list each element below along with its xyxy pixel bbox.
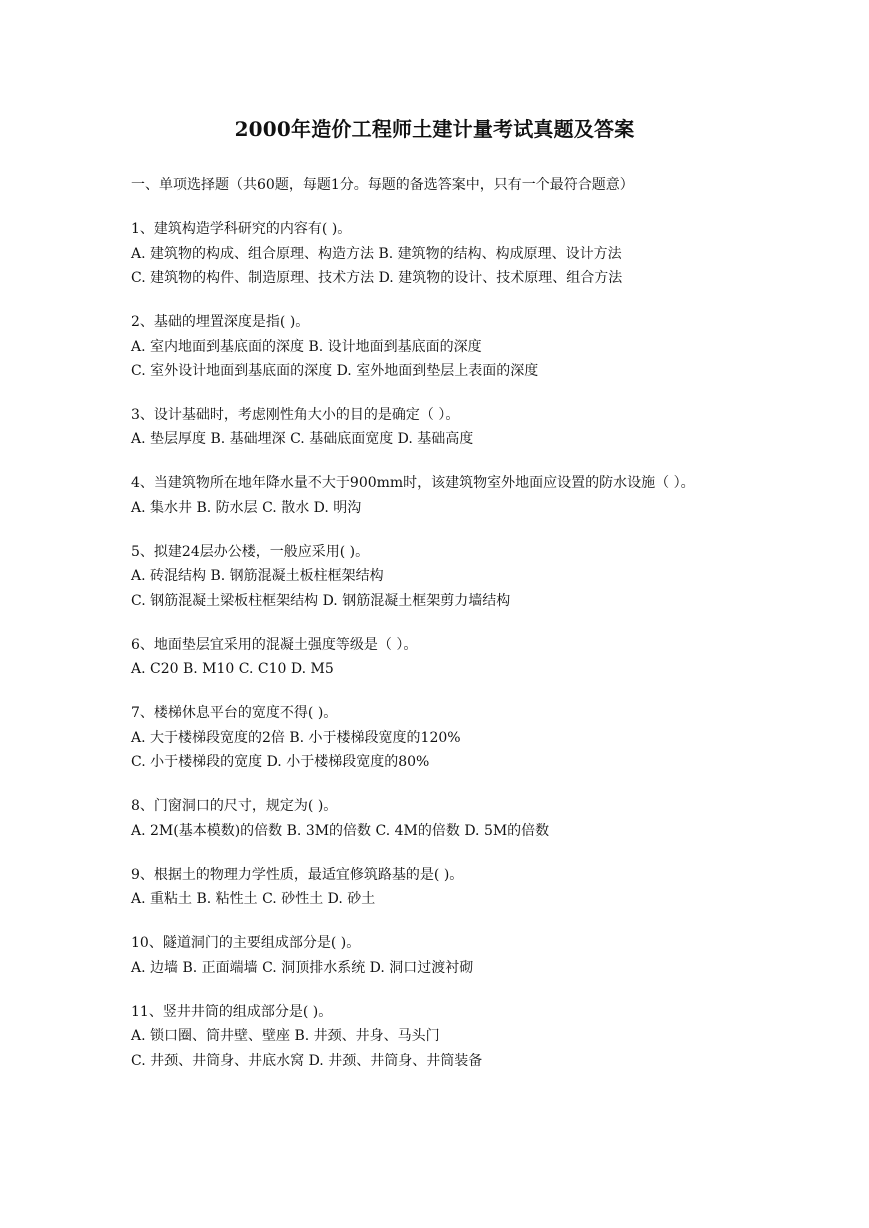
question-3-options-line-1: A. 垫层厚度 B. 基础埋深 C. 基础底面宽度 D. 基础高度 — [131, 431, 474, 447]
document-title: 2000年造价工程师土建计量考试真题及答案 — [234, 117, 635, 141]
question-5-stem: 5、拟建24层办公楼，一般应采用( )。 — [131, 544, 370, 560]
question-9-options-line-1: A. 重粘土 B. 粘性土 C. 砂性土 D. 砂土 — [131, 891, 376, 907]
question-7-options-line-2: C. 小于楼梯段的宽度 D. 小于楼梯段宽度的80% — [131, 754, 430, 770]
question-6-options-line-1: A. C20 B. M10 C. C10 D. M5 — [131, 661, 334, 677]
question-4-options-line-1: A. 集水井 B. 防水层 C. 散水 D. 明沟 — [131, 500, 362, 516]
question-8-stem: 8、门窗洞口的尺寸，规定为( )。 — [131, 798, 338, 814]
question-11-options-line-1: A. 锁口圈、筒井壁、壁座 B. 井颈、井身、马头门 — [131, 1028, 440, 1044]
question-1-stem: 1、建筑构造学科研究的内容有( )。 — [131, 221, 352, 237]
question-5-options-line-2: C. 钢筋混凝土梁板柱框架结构 D. 钢筋混凝土框架剪力墙结构 — [131, 593, 511, 609]
question-4-stem: 4、当建筑物所在地年降水量不大于900mm时，该建筑物室外地面应设置的防水设施（ ）。 — [131, 475, 695, 491]
question-5-options-line-1: A. 砖混结构 B. 钢筋混凝土板柱框架结构 — [131, 568, 384, 584]
question-2-options-line-2: C. 室外设计地面到基底面的深度 D. 室外地面到垫层上表面的深度 — [131, 363, 539, 379]
question-1-options-line-2: C. 建筑物的构件、制造原理、技术方法 D. 建筑物的设计、技术原理、组合方法 — [131, 270, 623, 286]
question-7-options-line-1: A. 大于楼梯段宽度的2倍 B. 小于楼梯段宽度的120% — [131, 730, 461, 746]
question-6-stem: 6、地面垫层宜采用的混凝土强度等级是（ ）。 — [131, 637, 418, 653]
question-10-options-line-1: A. 边墙 B. 正面端墙 C. 洞顶排水系统 D. 洞口过渡衬砌 — [131, 960, 474, 976]
question-7-stem: 7、楼梯休息平台的宽度不得( )。 — [131, 705, 338, 721]
question-10-stem: 10、隧道洞门的主要组成部分是( )。 — [131, 935, 361, 951]
question-1-options-line-1: A. 建筑物的构成、组合原理、构造方法 B. 建筑物的结构、构成原理、设计方法 — [131, 246, 622, 262]
section-heading: 一、单项选择题（共60题，每题1分。每题的备选答案中，只有一个最符合题意） — [131, 177, 634, 193]
question-3-stem: 3、设计基础时，考虑刚性角大小的目的是确定（ ）。 — [131, 407, 460, 423]
question-9-stem: 9、根据土的物理力学性质，最适宜修筑路基的是( )。 — [131, 867, 464, 883]
question-2-stem: 2、基础的埋置深度是指( )。 — [131, 314, 310, 330]
question-2-options-line-1: A. 室内地面到基底面的深度 B. 设计地面到基底面的深度 — [131, 339, 482, 355]
question-8-options-line-1: A. 2M(基本模数)的倍数 B. 3M的倍数 C. 4M的倍数 D. 5M的倍数 — [131, 823, 550, 839]
question-11-options-line-2: C. 井颈、井筒身、井底水窝 D. 井颈、井筒身、井筒装备 — [131, 1053, 483, 1069]
question-11-stem: 11、竖井井筒的组成部分是( )。 — [131, 1004, 333, 1020]
